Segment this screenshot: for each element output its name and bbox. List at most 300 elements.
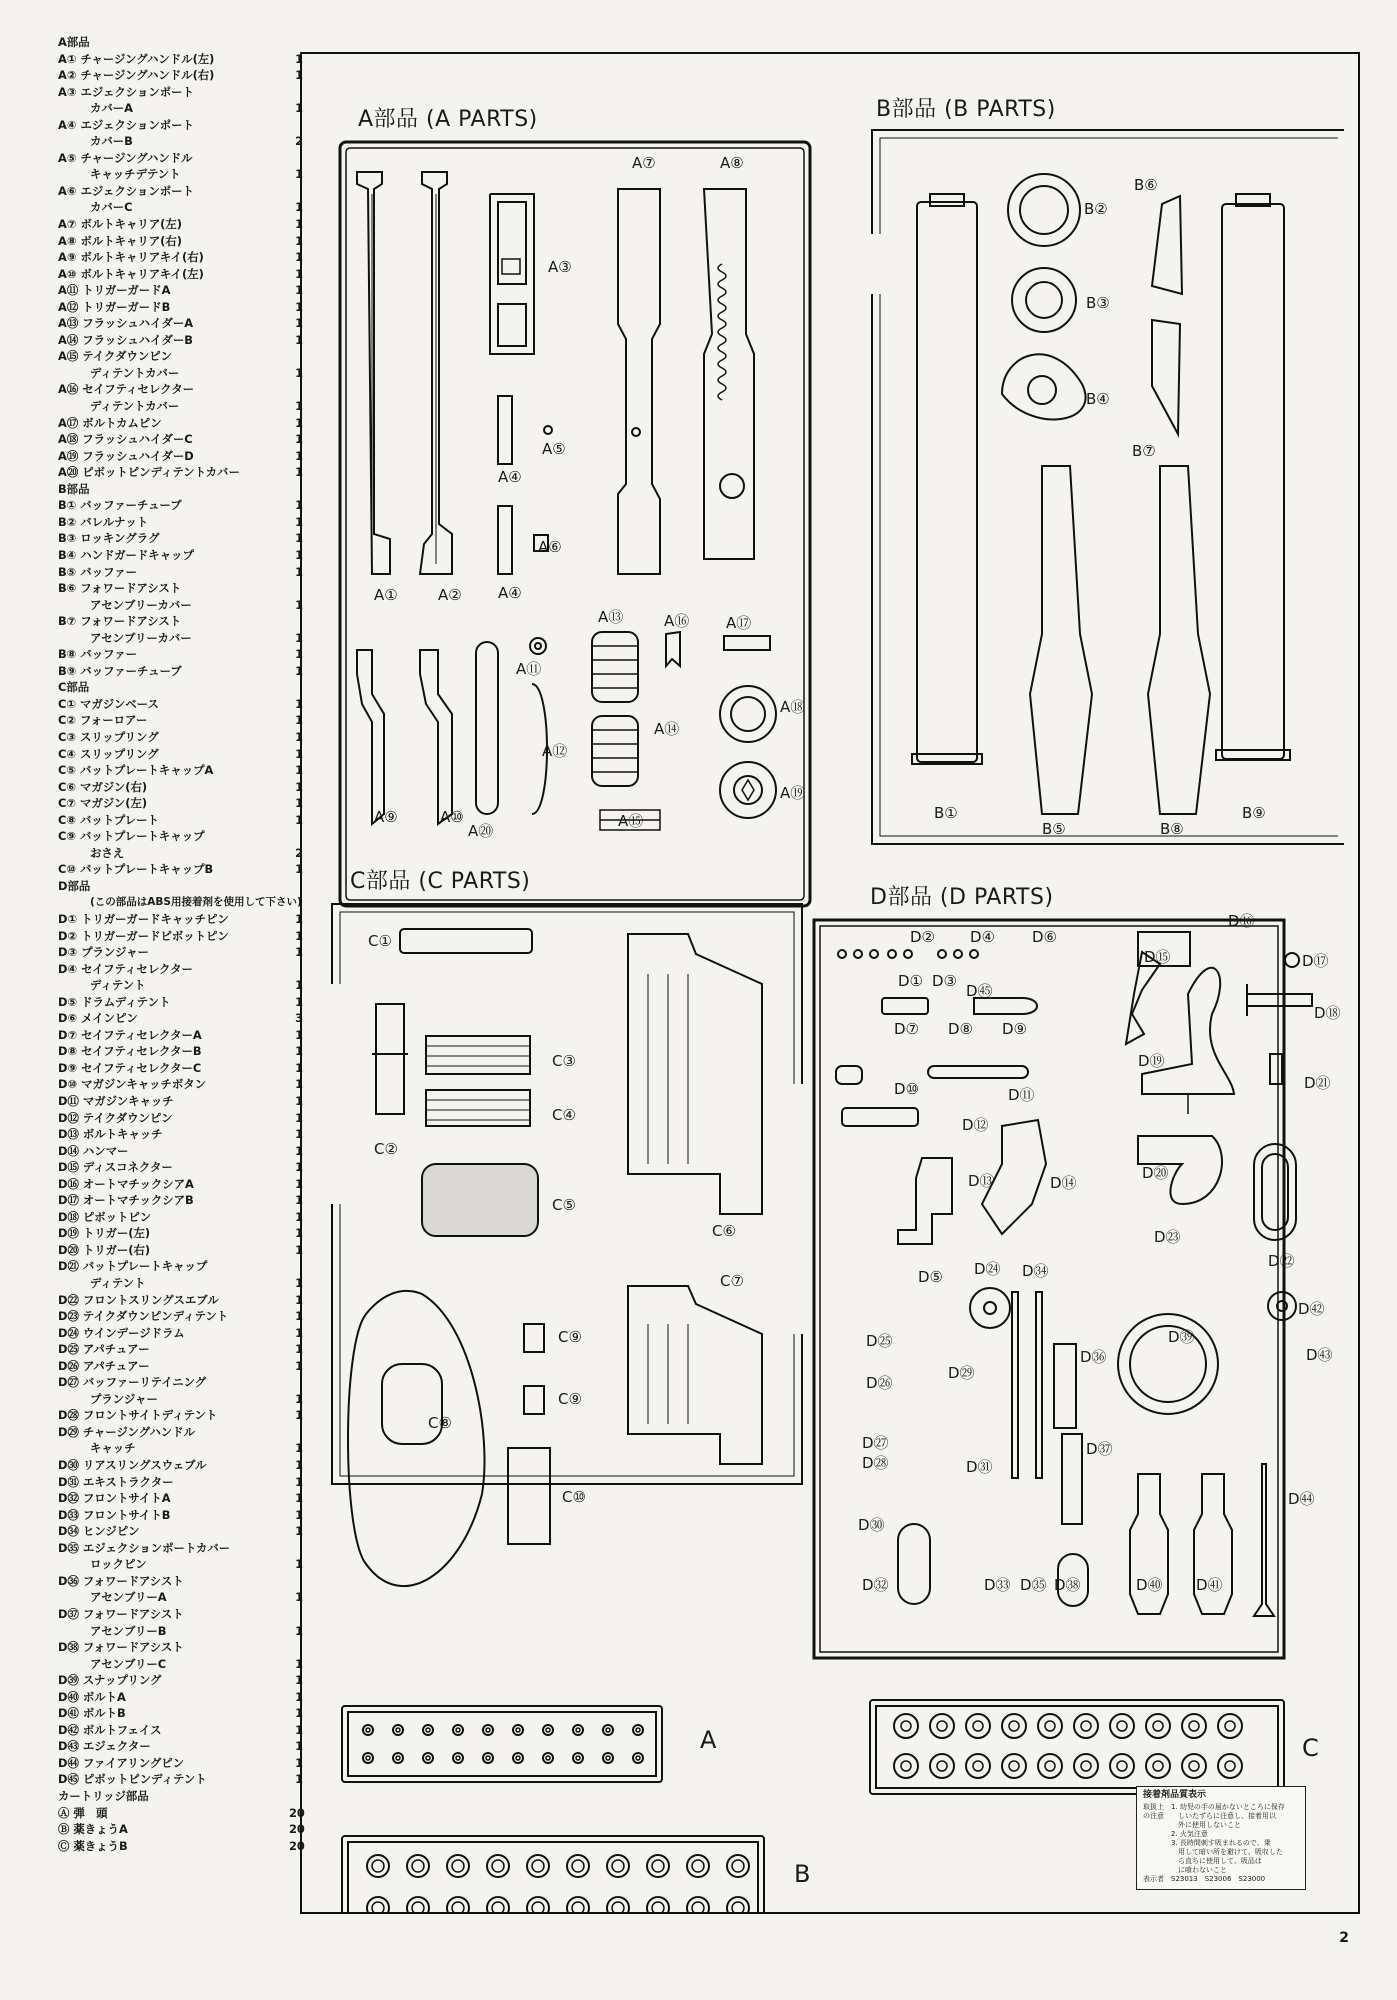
part-code: D㉞ — [58, 1524, 79, 1539]
part-callout-label: D⑱ — [1314, 1004, 1341, 1022]
cartridge-part-inner — [516, 1728, 520, 1732]
parts-list-section — [58, 1788, 303, 1805]
part-qty: 1 — [295, 1507, 303, 1522]
part-code: D⑧ — [58, 1044, 78, 1059]
part-qty: 1 — [295, 564, 303, 579]
parts-list-row — [58, 1656, 303, 1673]
part-code: D㊸ — [58, 1739, 79, 1754]
part-qty: 1 — [295, 713, 303, 728]
parts-list-row — [58, 944, 303, 961]
part-name — [58, 1771, 207, 1788]
parts-list-row — [58, 1639, 303, 1656]
parts-list-row — [58, 828, 303, 845]
part-callout-label: A⑩ — [440, 808, 464, 826]
diagram-drawing — [302, 54, 1358, 1912]
parts-list-row — [58, 613, 303, 630]
part-name — [58, 249, 204, 266]
part-code: D㉗ — [58, 1375, 79, 1390]
cartridge-part — [543, 1725, 553, 1735]
part-name — [58, 663, 182, 680]
part-code: D㉜ — [58, 1491, 79, 1506]
part-label: ボルトA — [82, 1689, 126, 1704]
parts-list-row — [58, 1474, 303, 1491]
cartridge-part-inner — [606, 1728, 610, 1732]
part-callout-label: C⑨ — [558, 1328, 582, 1346]
part-label: ディテント — [90, 978, 146, 993]
cartridge-part — [1038, 1714, 1062, 1738]
part-name — [58, 1589, 167, 1606]
part-qty: 1 — [295, 779, 303, 794]
part-callout-label: D㉙ — [948, 1364, 975, 1382]
part-code: A② — [58, 68, 77, 83]
part-qty: 1 — [295, 51, 303, 66]
part-code: B⑧ — [58, 647, 77, 662]
parts-list-row — [58, 67, 303, 84]
part-label: 薬きょうA — [73, 1822, 128, 1837]
part-qty: 1 — [295, 432, 303, 447]
part-name — [58, 1755, 184, 1772]
part-code: B④ — [58, 547, 77, 562]
part-name — [58, 1672, 161, 1689]
part-callout-label: B② — [1084, 200, 1108, 218]
part-label: ボルトキャッチ — [82, 1127, 163, 1142]
parts-list-row — [58, 348, 303, 365]
part-qty: 1 — [295, 978, 303, 993]
cartridge-part-inner — [1009, 1721, 1019, 1731]
part-qty: 1 — [295, 514, 303, 529]
parts-list-section — [58, 481, 303, 498]
part-name — [58, 861, 213, 878]
cartridge-part — [687, 1855, 709, 1877]
part-label: スリップリング — [79, 746, 159, 761]
parts-list-row — [58, 597, 303, 614]
part-qty: 1 — [295, 1060, 303, 1075]
part-code: A⑲ — [58, 448, 79, 463]
part-name — [58, 1540, 230, 1557]
part-code: A⑳ — [58, 465, 79, 480]
part-code: A④ — [58, 117, 77, 132]
part-name — [58, 1391, 158, 1408]
cartridge-part-inner — [572, 1860, 584, 1872]
part-qty: 1 — [295, 1276, 303, 1291]
part-label: アセンブリーC — [90, 1656, 167, 1671]
cartridge-part-inner — [1081, 1761, 1091, 1771]
parts-list-row — [58, 1292, 303, 1309]
part-qty: 1 — [295, 911, 303, 926]
cartridge-part — [1182, 1754, 1206, 1778]
part-qty: 1 — [295, 1623, 303, 1638]
part-name — [58, 299, 170, 316]
part-qty: 1 — [295, 68, 303, 83]
part-code: A⑩ — [58, 266, 77, 281]
parts-list-row — [58, 1225, 303, 1242]
part-label: 弾 頭 — [73, 1805, 108, 1820]
part-name — [58, 580, 181, 597]
part-code: B⑥ — [58, 581, 77, 596]
parts-list-row — [58, 1076, 303, 1093]
parts-list-row — [58, 795, 303, 812]
part-callout-label: A③ — [548, 258, 572, 276]
cartridge-part-inner — [1225, 1721, 1235, 1731]
part-name — [58, 1722, 162, 1739]
parts-list-row — [58, 1424, 303, 1441]
cartridge-part-inner — [612, 1860, 624, 1872]
part-label: トリガー(右) — [82, 1242, 151, 1257]
part-code: D㊹ — [58, 1755, 79, 1770]
part-callout-label: A⑥ — [538, 538, 562, 556]
part-qty: 1 — [295, 1193, 303, 1208]
parts-list-row — [58, 1457, 303, 1474]
part-name — [58, 1176, 194, 1193]
part-code: D⑫ — [58, 1110, 79, 1125]
cartridge-label-b: B — [794, 1860, 811, 1888]
cartridge-part — [647, 1897, 669, 1912]
part-qty: 1 — [295, 1325, 303, 1340]
part-qty: 1 — [295, 365, 303, 380]
parts-list-row — [58, 928, 303, 945]
part-label: エジェクションポート — [80, 117, 194, 132]
part-code: B⑨ — [58, 663, 77, 678]
cartridge-part — [687, 1897, 709, 1912]
cartridge-part-inner — [1153, 1721, 1163, 1731]
part-label: バットプレートキャップ — [79, 829, 205, 844]
part-label: テイクダウンピンディテント — [82, 1309, 229, 1324]
parts-list-row — [58, 299, 303, 316]
cartridge-part-inner — [546, 1756, 550, 1760]
part-name — [58, 1689, 126, 1706]
part-label: ボルトキャリアキイ(左) — [80, 266, 204, 281]
part-qty: 1 — [295, 498, 303, 513]
part-label: バットプレートキャップ — [82, 1259, 208, 1274]
parts-list-section — [58, 679, 303, 696]
part-qty: 1 — [295, 928, 303, 943]
part-name — [58, 415, 162, 432]
parts-list-row — [58, 696, 303, 713]
cartridge-part-inner — [426, 1756, 430, 1760]
part-callout-label: C⑨ — [558, 1390, 582, 1408]
part-callout-label: D㉜ — [862, 1576, 889, 1594]
cartridge-part — [363, 1725, 373, 1735]
parts-list-row — [58, 547, 303, 564]
part-label: フラッシュハイダーC — [82, 432, 193, 447]
part-label: チャージングハンドル(左) — [80, 51, 215, 66]
cartridge-part-inner — [636, 1728, 640, 1732]
cartridge-part-inner — [1081, 1721, 1091, 1731]
parts-list-row — [58, 1440, 303, 1457]
part-label: マガジンキャッチボタン — [81, 1077, 207, 1092]
part-name — [58, 117, 194, 134]
part-label: フラッシュハイダーA — [82, 316, 194, 331]
part-callout-label: D㉛ — [966, 1458, 993, 1476]
cartridge-part — [607, 1855, 629, 1877]
part-name — [58, 183, 194, 200]
part-name — [58, 1308, 228, 1325]
parts-list-row — [58, 332, 303, 349]
parts-list-row — [58, 1027, 303, 1044]
part-qty: 1 — [295, 1441, 303, 1456]
part-name — [58, 150, 193, 167]
parts-diagram — [300, 52, 1360, 1914]
part-label: エジェクションポート — [80, 84, 194, 99]
part-label: バッファーチューブ — [80, 663, 182, 678]
parts-list-row — [58, 448, 303, 465]
part-qty: 1 — [295, 1160, 303, 1175]
part-name — [58, 1738, 151, 1755]
part-name — [58, 1126, 163, 1143]
parts-list-row — [58, 315, 303, 332]
cartridge-part — [1146, 1754, 1170, 1778]
cartridge-part-inner — [372, 1860, 384, 1872]
adhesive-notice-line: 用して暗い所を避けて、吸収した — [1143, 1848, 1283, 1856]
part-callout-label: B⑥ — [1134, 176, 1158, 194]
parts-list-row — [58, 1407, 303, 1424]
part-name — [58, 1275, 145, 1292]
part-name — [58, 282, 170, 299]
part-name — [58, 1821, 128, 1838]
part-name — [58, 712, 147, 729]
part-code: C④ — [58, 746, 77, 761]
parts-list-row — [58, 1391, 303, 1408]
cartridge-part — [573, 1753, 583, 1763]
part-name — [58, 530, 159, 547]
part-qty: 1 — [295, 597, 303, 612]
parts-list-row — [58, 746, 303, 763]
part-label: フロントスリングスエブル — [82, 1292, 219, 1307]
part-name — [58, 216, 182, 233]
part-qty: 1 — [295, 1226, 303, 1241]
part-code: Ⓑ — [58, 1822, 70, 1837]
cartridge-part-inner — [576, 1728, 580, 1732]
part-callout-label: D⑯ — [1228, 912, 1255, 930]
part-callout-label: C③ — [552, 1052, 576, 1070]
part-label: テイクダウンピン — [82, 1110, 173, 1125]
part-code: A⑪ — [58, 283, 79, 298]
cartridge-part-inner — [1045, 1761, 1055, 1771]
cartridge-part — [727, 1897, 749, 1912]
part-callout-label: B⑤ — [1042, 820, 1066, 838]
cartridge-part-inner — [652, 1860, 664, 1872]
part-name — [58, 1705, 126, 1722]
part-callout-label: A④ — [498, 584, 522, 602]
part-label: エジェクター — [82, 1739, 151, 1754]
part-qty: 1 — [295, 1458, 303, 1473]
parts-list-row — [58, 133, 303, 150]
part-callout-label: D㉝ — [984, 1576, 1011, 1594]
part-code: C⑤ — [58, 763, 77, 778]
part-name — [58, 365, 179, 382]
parts-list-row — [58, 1490, 303, 1507]
part-code: A⑮ — [58, 349, 79, 364]
part-label: フロントサイトA — [82, 1491, 171, 1506]
part-qty: 1 — [295, 1342, 303, 1357]
part-label: フロントサイトB — [82, 1507, 171, 1522]
part-callout-label: D㉒ — [1268, 1252, 1295, 1270]
part-label: ピボットピンディテント — [82, 1772, 207, 1787]
part-label: トリガーガードピボットピン — [81, 928, 229, 943]
part-qty: 20 — [289, 1822, 305, 1837]
part-callout-label: D⑩ — [894, 1080, 919, 1098]
cartridge-part — [1074, 1714, 1098, 1738]
part-callout-label: C⑦ — [720, 1272, 744, 1290]
part-callout-label: D⑮ — [1144, 948, 1171, 966]
part-qty: 1 — [295, 729, 303, 744]
part-code: Ⓐ — [58, 1805, 70, 1820]
part-name — [58, 1341, 150, 1358]
part-name — [58, 67, 214, 84]
part-label: ヒンジピン — [82, 1524, 140, 1539]
part-callout-label: D㉕ — [866, 1332, 893, 1350]
parts-list-row — [58, 762, 303, 779]
part-code: D① — [58, 911, 78, 926]
part-callout-label: D⑬ — [968, 1172, 995, 1190]
parts-list-row — [58, 464, 303, 481]
part-label: フラッシュハイダーD — [82, 448, 194, 463]
adhesive-notice-line: 取扱上 1. 幼児の手の届かないところに保存 — [1143, 1803, 1285, 1811]
part-callout-label: C② — [374, 1140, 398, 1158]
part-name — [58, 1474, 174, 1491]
section-title-c: C部品 (C PARTS) — [350, 869, 531, 894]
cartridge-part — [1110, 1714, 1134, 1738]
part-qty: 1 — [295, 1242, 303, 1257]
part-label: エジェクションポートカバー — [82, 1540, 231, 1555]
cartridge-part-inner — [1189, 1761, 1199, 1771]
part-code: D⑩ — [58, 1077, 78, 1092]
part-qty: 1 — [295, 399, 303, 414]
part-qty: 1 — [295, 1656, 303, 1671]
part-name — [58, 332, 193, 349]
cartridge-part-inner — [492, 1860, 504, 1872]
part-label: おさえ — [90, 845, 125, 860]
part-callout-label: B⑦ — [1132, 442, 1156, 460]
parts-list-row — [58, 1143, 303, 1160]
part-name — [58, 1143, 128, 1160]
parts-list-row — [58, 1093, 303, 1110]
part-name — [58, 1010, 138, 1027]
part-code: A⑤ — [58, 150, 77, 165]
part-code: A⑰ — [58, 415, 79, 430]
part-name — [58, 1556, 147, 1573]
part-name — [58, 1507, 170, 1524]
cartridge-part — [1074, 1754, 1098, 1778]
part-code: D③ — [58, 945, 78, 960]
parts-list-row — [58, 1556, 303, 1573]
part-name — [58, 348, 172, 365]
part-callout-label: A⑤ — [542, 440, 566, 458]
parts-list-row — [58, 84, 303, 101]
cartridge-part-inner — [1045, 1721, 1055, 1731]
part-callout-label: D⑳ — [1142, 1164, 1169, 1182]
part-name — [58, 1093, 174, 1110]
part-label: スリップリング — [79, 729, 159, 744]
parts-list-row — [58, 1275, 303, 1292]
cartridge-part — [447, 1897, 469, 1912]
part-code: C部品 — [58, 680, 90, 695]
part-callout-label: D③ — [932, 972, 957, 990]
part-name — [58, 1490, 171, 1507]
part-label: トリガーガードB — [82, 299, 171, 314]
part-name — [58, 845, 124, 862]
part-qty: 1 — [295, 547, 303, 562]
part-qty: 1 — [295, 696, 303, 711]
cartridge-part-inner — [692, 1902, 704, 1912]
parts-list-row — [58, 779, 303, 796]
part-name — [58, 1656, 166, 1673]
part-callout-label: C⑥ — [712, 1222, 736, 1240]
parts-list-row — [58, 216, 303, 233]
cartridge-part — [894, 1714, 918, 1738]
part-code: D㉖ — [58, 1358, 79, 1373]
part-code: B部品 — [58, 481, 90, 496]
part-label: マガジンベース — [79, 696, 159, 711]
part-qty: 1 — [295, 1110, 303, 1125]
part-qty: 1 — [295, 647, 303, 662]
part-callout-label: C⑤ — [552, 1196, 576, 1214]
part-name — [58, 1457, 206, 1474]
cartridge-part — [633, 1725, 643, 1735]
part-label: セイフティセレクター — [81, 961, 193, 976]
cartridge-part-inner — [372, 1902, 384, 1912]
part-callout-label: D㊵ — [1136, 1576, 1163, 1594]
part-callout-label: D⑥ — [1032, 928, 1057, 946]
part-label: フォワードアシスト — [82, 1606, 184, 1621]
part-callout-label: D① — [898, 972, 923, 990]
part-callout-label: A④ — [498, 468, 522, 486]
parts-list-row — [58, 199, 303, 216]
cartridge-part — [1002, 1714, 1026, 1738]
part-label: トリガーガードキャッチピン — [81, 911, 229, 926]
part-name — [58, 448, 194, 465]
part-label: テイクダウンピン — [82, 349, 173, 364]
part-qty: 1 — [295, 250, 303, 265]
part-qty: 1 — [295, 1309, 303, 1324]
parts-list-row — [58, 166, 303, 183]
part-code: C① — [58, 696, 77, 711]
part-name — [58, 1573, 184, 1590]
part-name — [58, 812, 159, 829]
part-name — [58, 464, 240, 481]
part-callout-label: A⑳ — [468, 822, 494, 840]
part-code: A⑬ — [58, 316, 79, 331]
part-label: アセンブリーB — [90, 1623, 167, 1638]
part-callout-label: D㉚ — [858, 1516, 885, 1534]
part-name — [58, 34, 90, 51]
part-qty: 1 — [295, 746, 303, 761]
part-code: D㊷ — [58, 1722, 79, 1737]
cartridge-part — [367, 1897, 389, 1912]
part-code: D⑲ — [58, 1226, 79, 1241]
parts-list-row — [58, 1010, 303, 1027]
parts-list-row — [58, 1209, 303, 1226]
section-title-b: B部品 (B PARTS) — [876, 97, 1056, 122]
cartridge-part — [407, 1897, 429, 1912]
part-qty: 1 — [295, 1209, 303, 1224]
part-label: アセンブリーカバー — [90, 630, 192, 645]
part-qty: 1 — [295, 217, 303, 232]
part-code: D㊱ — [58, 1573, 79, 1588]
part-qty: 1 — [295, 415, 303, 430]
part-name — [58, 944, 149, 961]
cartridge-part-inner — [732, 1902, 744, 1912]
part-label: アセンブリーA — [90, 1590, 167, 1605]
adhesive-notice-line: 2. 火気注意 — [1143, 1830, 1208, 1838]
part-name — [58, 481, 89, 498]
part-qty: 1 — [295, 763, 303, 778]
part-name — [58, 1258, 207, 1275]
part-label: フォーロアー — [79, 713, 148, 728]
part-callout-label: D⑫ — [962, 1116, 989, 1134]
part-code: D⑯ — [58, 1176, 79, 1191]
parts-list-row — [58, 1771, 303, 1788]
